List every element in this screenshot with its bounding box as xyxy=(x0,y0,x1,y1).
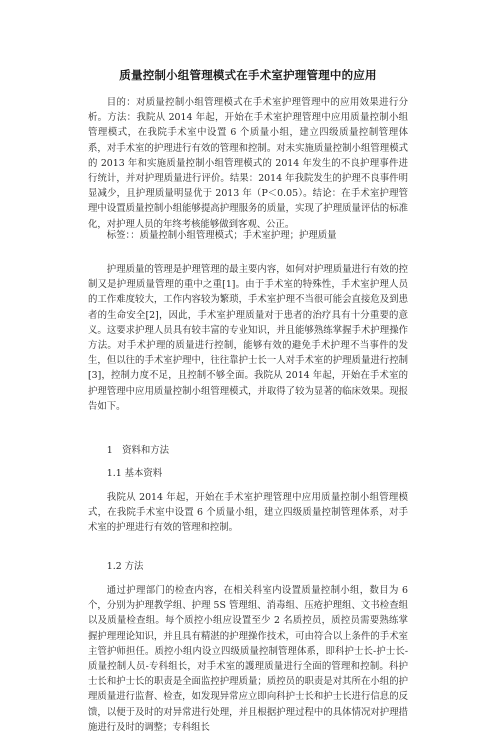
section-heading-1-1: 1.1 基本资料 xyxy=(106,468,163,479)
section-heading-1-2: 1.2 方法 xyxy=(106,561,144,572)
section-heading-1: 1 资料和方法 xyxy=(106,445,170,456)
keywords-paragraph: 标签：：质量控制小组管理模式；手术室护理；护理质量 xyxy=(106,230,337,241)
page-title: 质量控制小组管理模式在手术室护理管理中的应用 xyxy=(119,68,377,82)
section-1-2-paragraph: 通过护理部门的检查内容，在相关科室内设置质量控制小组，数目为 6 个，分别为护理教学组、护理 5S 管理组、消毒组、压疮护理组、文书检查组以及质量检查组。每个质控小组应设置至少 2 名质控员，质控员需要熟练掌握护理理论知识，并且具有精湛的护理操作技术，可由符合以上条件的手术室主管护师担任。质控小组内设立四级质量控制管理体系，即科护士长-护士长-质量控制人员-专科组长，对手术室的護理质量进行全面的管理和控制。科护士长和护士长的职责是全面监控护理质量；质控员的职责是对其所在小组的护理质量进行监督、检查，如发现异常应立即向科护士长和护士长进行信息的反馈，以便于及时的对异常进行处理，并且根据护理过程中的具体情况对护理措施进行及时的调整；专科组长 xyxy=(88,585,408,733)
section-1-1-paragraph: 我院从 2014 年起，开始在手术室护理管理中应用质量控制小组管理模式，在我院手术室中设置 6 个质量小组，建立四级质量控制管理体系，对手术室的护理进行有效的管理和控制。 xyxy=(88,492,408,534)
abstract-paragraph: 目的：对质量控制小组管理模式在手术室护理管理中的应用效果进行分析。方法：我院从 2014 年起，开始在手术室护理管理中应用质量控制小组管理模式，在我院手术室中设置 6 个质量小组，建立四级质量控制管理体系，对手术室的护理进行有效的管理和控制。对未实施质量控制小组管理模式的 2013 年和实施质量控制小组管理模式的 2014 年发生的不良护理事件进行统计，并对护理质量进行评价。结果：2014 年我院发生的护理不良事件明显减少，且护理质量明显优于 2013 年（P＜0.05）。结论：在手术室护理管理中设置质量控制小组能够提高护理服务的质量，实现了护理质量评估的标准化，对护理人员的年终考核能够做到客观、公正。 xyxy=(88,97,408,230)
intro-paragraph: 护理质量的管理是护理管理的最主要内容，如何对护理质量进行有效的控制又是护理质量管理的重中之重[1]。由于手术室的特殊性，手术室护理人员的工作难度较大，工作内容较为繁琐，手术室护理不当很可能会直接危及到患者的生命安全[2]，因此，手术室护理质量对于患者的治疗具有十分重要的意义。这要求护理人员具有较丰富的专业知识，并且能够熟练掌握手术护理操作方法。对手术护理的质量进行控制，能够有效的避免手术护理不当事件的发生，但以往的手术室护理中，往往靠护士长一人对手术室的护理质量进行控制[3]，控制力度不足，且控制不够全面。我院从 2014 年起，开始在手术室的护理管理中应用质量控制小组管理模式，并取得了较为显著的临床效果。现报告如下。 xyxy=(88,264,408,412)
